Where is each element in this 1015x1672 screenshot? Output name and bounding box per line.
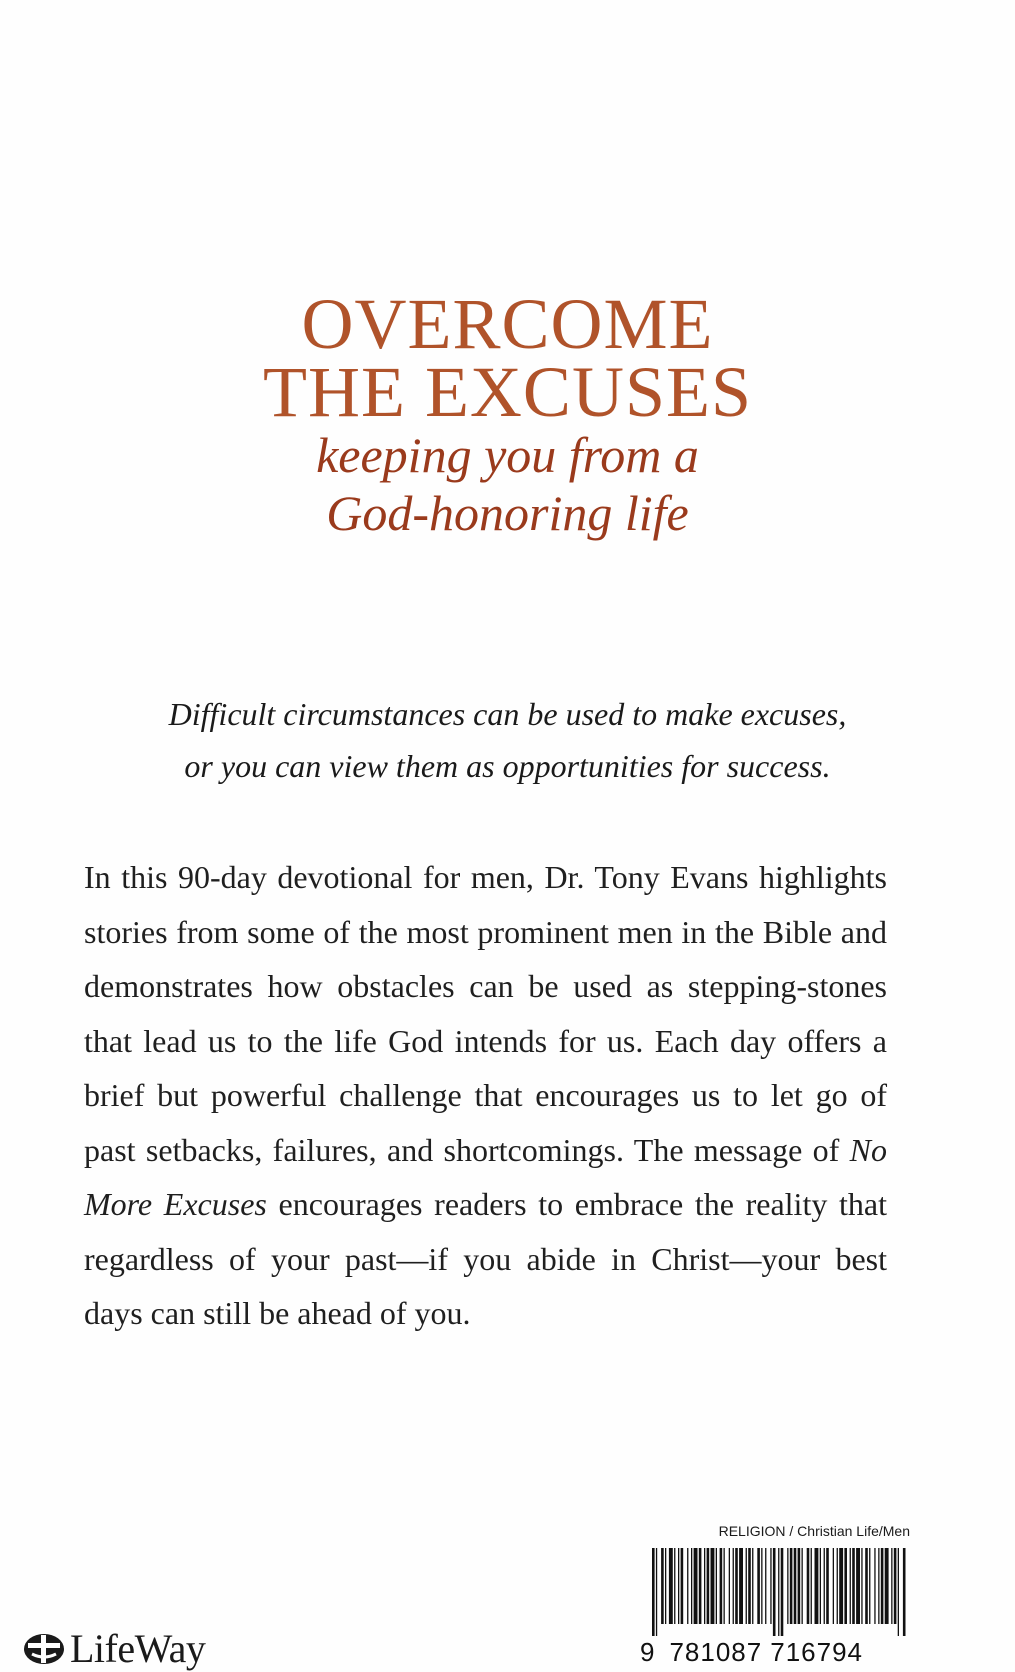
barcode-bar xyxy=(729,1548,730,1624)
barcode-bar xyxy=(787,1548,788,1624)
barcode-bar xyxy=(856,1548,860,1624)
barcode-bar xyxy=(802,1548,803,1624)
barcode-bar xyxy=(724,1548,725,1624)
barcode-bar xyxy=(681,1548,684,1624)
barcode-bar xyxy=(861,1548,862,1624)
tagline xyxy=(0,688,1015,792)
barcode-bar xyxy=(820,1548,821,1624)
barcode-bar xyxy=(833,1548,834,1624)
barcode-bar xyxy=(674,1548,675,1624)
barcode-bar xyxy=(850,1548,851,1624)
barcode-bar xyxy=(811,1548,812,1624)
barcode-bar xyxy=(824,1548,825,1624)
barcode-bar xyxy=(878,1548,879,1624)
barcode-icon xyxy=(648,1548,910,1638)
title-block xyxy=(0,284,1015,542)
barcode-bar xyxy=(761,1548,762,1624)
subtitle-line-2: God-honoring life xyxy=(326,485,689,541)
barcode-bar xyxy=(770,1548,771,1624)
barcode-bar xyxy=(661,1548,664,1624)
title-line-1: OVERCOME xyxy=(301,284,714,364)
isbn-group-2: 716794 xyxy=(770,1637,863,1667)
tagline-line-2: or you can view them as opportunities for success. xyxy=(184,748,831,784)
barcode-bar xyxy=(735,1548,738,1624)
barcode-bar xyxy=(781,1548,784,1636)
barcode-bar xyxy=(874,1548,875,1624)
barcode-bar xyxy=(665,1548,666,1624)
description-part-1: In this 90-day devotional for men, Dr. Tony Evans highlights stories from some of the most prominent men in the Bible and demonstrates how obstacles can be used as stepping-stones that lead us to the life God intends for us. Each day offers a brief but powerful challenge that encourages us to let go of past setbacks, failures, and shortcomings. The message of xyxy=(84,859,887,1168)
barcode-bar xyxy=(669,1548,673,1624)
barcode-bar xyxy=(748,1548,751,1624)
barcode-bar xyxy=(739,1548,743,1624)
tagline-line-1: Difficult circumstances can be used to make excuses, xyxy=(168,696,847,732)
description-paragraph xyxy=(84,850,887,1341)
barcode-bar xyxy=(687,1548,688,1624)
barcode-bar xyxy=(778,1548,779,1636)
barcode-bar xyxy=(656,1548,657,1636)
barcode-bar xyxy=(699,1548,702,1624)
lifeway-emblem-icon xyxy=(22,1632,66,1666)
isbn-group-1: 781087 xyxy=(669,1637,763,1667)
barcode-bar xyxy=(711,1548,715,1624)
barcode-bar xyxy=(752,1548,753,1624)
barcode-bar xyxy=(716,1548,717,1624)
isbn-lead-digit: 9 xyxy=(640,1637,656,1667)
barcode-bar xyxy=(652,1548,655,1636)
barcode-bar xyxy=(844,1548,847,1624)
publisher-name: LifeWay xyxy=(70,1626,206,1671)
barcode-bar xyxy=(891,1548,892,1624)
barcode-bar xyxy=(720,1548,723,1624)
barcode-bar xyxy=(790,1548,793,1624)
publisher-logo xyxy=(22,1625,205,1672)
description-part-2: encourages readers to embrace the reality that regardless of your past—if you abide in Christ—your best days can still be ahead of you. xyxy=(84,1186,888,1331)
isbn-number xyxy=(640,1637,910,1668)
barcode-bar xyxy=(794,1548,797,1624)
barcode-bar xyxy=(837,1548,838,1624)
title-line-2: THE EXCUSES xyxy=(262,352,753,432)
bisac-category: RELIGION / Christian Life/Men xyxy=(718,1523,910,1539)
barcode-bar xyxy=(707,1548,710,1624)
barcode-bar xyxy=(865,1548,868,1624)
barcode-bar xyxy=(839,1548,843,1624)
barcode-bar xyxy=(678,1548,679,1624)
barcode-bar xyxy=(694,1548,698,1624)
barcode-bar xyxy=(704,1548,705,1624)
barcode-bar xyxy=(903,1548,906,1636)
barcode-bar xyxy=(757,1548,760,1624)
barcode-bar xyxy=(815,1548,819,1624)
barcode-bar xyxy=(798,1548,801,1624)
barcode-bar xyxy=(881,1548,884,1624)
barcode-bar xyxy=(826,1548,829,1624)
barcode-bar xyxy=(773,1548,776,1636)
barcode-bar xyxy=(807,1548,810,1624)
barcode-bar xyxy=(746,1548,747,1624)
barcode-bar xyxy=(691,1548,692,1624)
barcode-bar xyxy=(894,1548,897,1624)
barcode-bar xyxy=(852,1548,855,1624)
barcode-bar xyxy=(898,1548,899,1636)
book-title-italic: No More Excuses xyxy=(84,1131,887,1222)
subtitle-line-1: keeping you from a xyxy=(316,427,699,483)
barcode-bar xyxy=(869,1548,870,1624)
barcode-bar xyxy=(885,1548,889,1624)
barcode-bar xyxy=(733,1548,734,1624)
barcode-bar xyxy=(765,1548,766,1624)
